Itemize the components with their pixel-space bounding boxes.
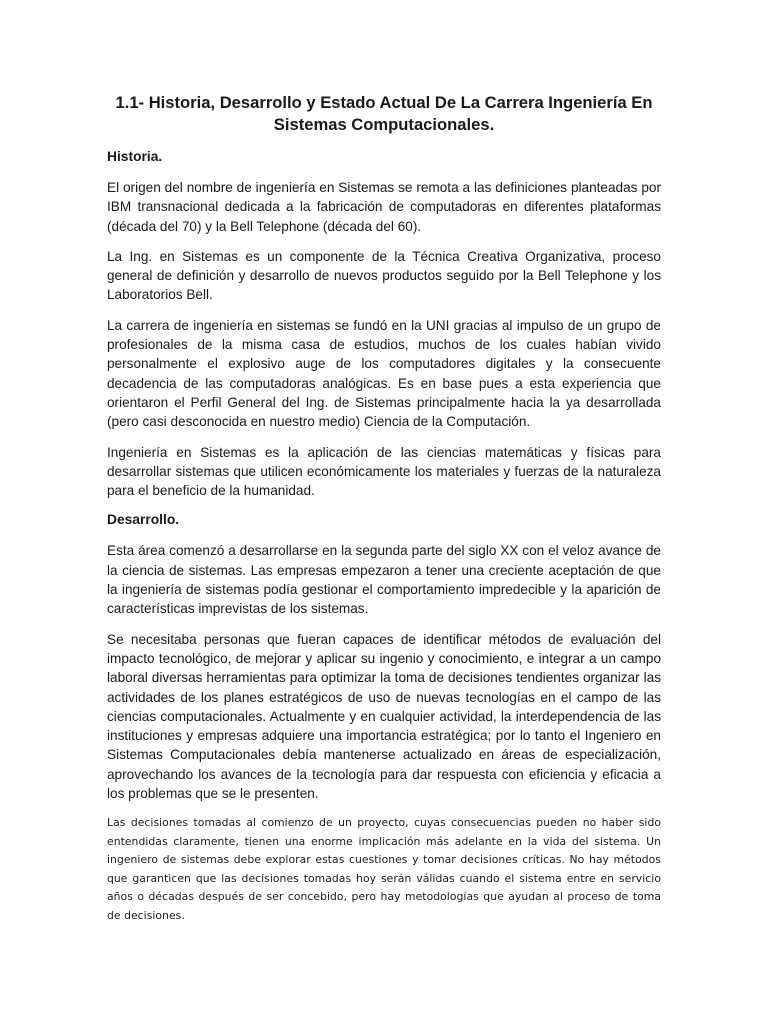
document-title: 1.1- Historia, Desarrollo y Estado Actual De La Carrera Ingeniería En Sistemas Computacionales. (115, 93, 653, 134)
paragraph: Esta área comenzó a desarrollarse en la segunda parte del siglo XX con el veloz avance de la ciencia de sistemas. Las empresas empezaron a tener una creciente aceptación de que la ingeniería de sistemas podía gestionar el comportamiento impredecible y la aparición de características imprevistas de los sistemas. (107, 543, 661, 617)
paragraph: Ingeniería en Sistemas es la aplicación de las ciencias matemáticas y físicas para desarrollar sistemas que utilicen económicamente los materiales y fuerzas de la naturaleza para el beneficio de la humanidad. (107, 444, 661, 499)
document-page (107, 92, 661, 925)
paragraph: La Ing. en Sistemas es un componente de la Técnica Creativa Organizativa, proceso general de definición y desarrollo de nuevos productos seguido por la Bell Telephone y los Laboratorios Bell. (107, 248, 661, 303)
paragraph: El origen del nombre de ingeniería en Sistemas se remota a las definiciones planteadas por IBM transnacional dedicada a la fabricación de computadoras en diferentes plataformas (década del 70) y la Bell Telephone (década del 60). (107, 180, 661, 234)
section-heading-historia: Historia. (107, 149, 163, 164)
paragraph: La carrera de ingeniería en sistemas se fundó en la UNI gracias al impulso de un grupo de profesionales de la misma casa de estudios, muchos de los cuales habían vivido personalmente el explosivo auge de los computadores digitales y la consecuente decadencia de las computadoras analógicas. Es en base pues a esta experiencia que orientaron el Perfil General del Ing. de Sistemas principalmente hacia la ya desarrollada (pero casi desconocida en nuestro medio) Ciencia de la Computación. (107, 317, 661, 430)
section-heading-desarrollo: Desarrollo. (107, 512, 180, 528)
paragraph: Se necesitaba personas que fueran capaces de identificar métodos de evaluación del impacto tecnológico, de mejorar y aplicar su ingenio y conocimiento, e integrar a un campo laboral diversas herramientas para optimizar la toma de decisiones tendientes organizar las actividades de los planes estratégicos de uso de nuevas tecnologías en el campo de las ciencias computacionales. Actualmente y en cualquier actividad, la interdependencia de las instituciones y empresas adquiere una importancia estratégica; por lo tanto el Ingeniero en Sistemas Computacionales debía mantenerse actualizado en áreas de especialización, aprovechando los avances de la tecnología para dar respuesta con eficiencia y eficacia a los problemas que se le presenten. (107, 631, 661, 802)
paragraph-small-print: Las decisiones tomadas al comienzo de un proyecto, cuyas consecuencias pueden no haber sido entendidas claramente, tienen una enorme implicación más adelante en la vida del sistema. Un ingeniero de sistemas debe explorar estas cuestiones y tomar decisiones críticas. No hay métodos que garanticen que las decisiones tomadas hoy serán válidas cuando el sistema entre en servicio años o décadas después de ser concebido, pero hay metodologías que ayudan al proceso de toma de decisiones. (107, 816, 661, 922)
